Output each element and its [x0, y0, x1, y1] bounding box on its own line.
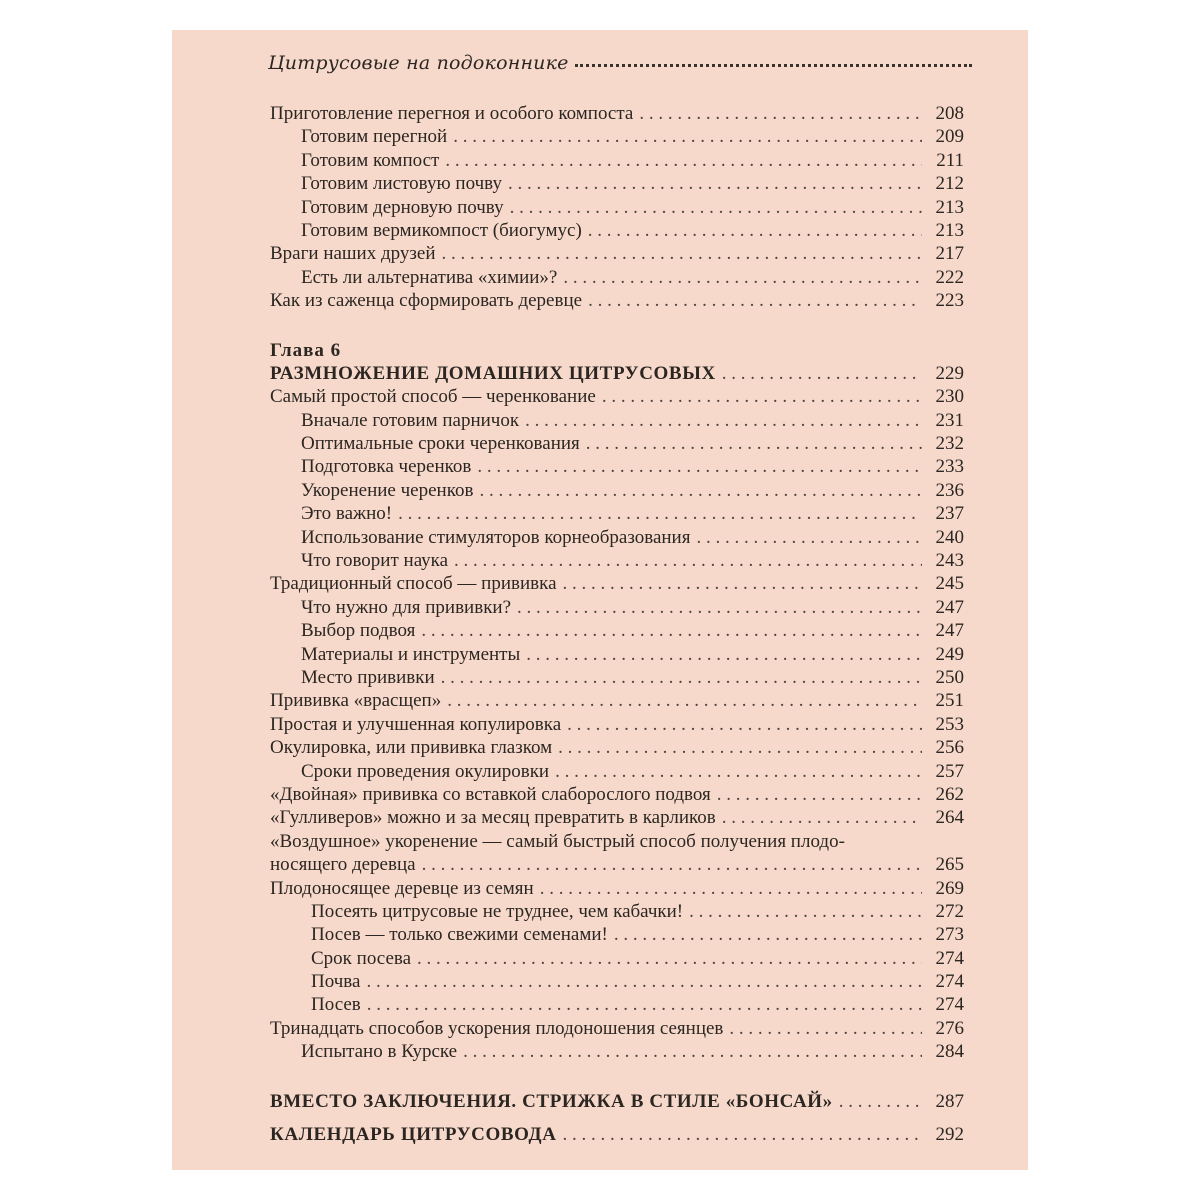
- entry-title: Что нужно для прививки?: [301, 596, 512, 618]
- entry-title: Срок посева: [311, 947, 412, 969]
- entry-title: Есть ли альтернатива «химии»?: [301, 266, 558, 288]
- page-number: 249: [935, 643, 964, 665]
- toc-entry[interactable]: [270, 783, 964, 806]
- dot-leader: [463, 1040, 922, 1063]
- dot-leader: [421, 619, 922, 642]
- page-number: 253: [935, 713, 964, 735]
- page-number: 262: [935, 783, 964, 805]
- page-number: 211: [936, 149, 964, 171]
- toc-entry[interactable]: [270, 689, 964, 712]
- entry-title: Это важно!: [301, 503, 393, 525]
- calendar-title: КАЛЕНДАРЬ ЦИТРУСОВОДА: [270, 1124, 557, 1146]
- entry-title: Посев — только свежими семенами!: [311, 924, 608, 946]
- page-number: 212: [935, 173, 964, 195]
- toc-entry[interactable]: [270, 736, 964, 759]
- page-number: 213: [935, 196, 964, 218]
- entry-title: Прививка «врасщеп»: [270, 690, 442, 712]
- chapter-label: Глава 6: [270, 339, 342, 361]
- page-number: 233: [935, 456, 964, 478]
- entry-title: Почва: [311, 971, 361, 993]
- spacer: [270, 1064, 964, 1090]
- dot-leader: [477, 455, 922, 478]
- entry-text-line1: «Воздушное» укоренение — самый быстрый способ получения плодо-: [270, 830, 845, 852]
- entry-title: Окулировка, или прививка глазком: [270, 737, 553, 759]
- dot-leader: [839, 1090, 922, 1113]
- dot-leader: [526, 643, 922, 666]
- toc-entry[interactable]: [270, 947, 964, 970]
- toc-entry[interactable]: [270, 993, 964, 1016]
- page-number: 209: [935, 126, 964, 148]
- entry-text-line2: носящего деревца: [270, 854, 416, 876]
- page-number: 223: [935, 290, 964, 312]
- dot-leader: [689, 900, 922, 923]
- dot-leader: [558, 736, 922, 759]
- page-number: 231: [935, 409, 964, 431]
- page-number: 247: [935, 620, 964, 642]
- page-number: 257: [935, 760, 964, 782]
- dot-leader: [588, 289, 922, 312]
- toc-entry[interactable]: [270, 970, 964, 993]
- entry-title: Испытано в Курске: [301, 1041, 458, 1063]
- entry-title: Оптимальные сроки черенкования: [301, 433, 580, 455]
- entry-title: Приготовление перегноя и особого компоста: [270, 103, 634, 124]
- dot-leader: [540, 877, 922, 900]
- dot-leader: [567, 713, 922, 736]
- dot-leader: [563, 1123, 922, 1146]
- toc-entry[interactable]: [270, 385, 964, 408]
- entry-continuation: [270, 853, 964, 876]
- dot-leader: [563, 266, 922, 289]
- page-number: 229: [935, 362, 964, 384]
- dot-leader: [367, 993, 922, 1016]
- page-number: 274: [935, 947, 964, 969]
- dot-leader: [696, 526, 922, 549]
- dot-leader: [588, 219, 922, 242]
- page-number: 264: [935, 807, 964, 829]
- entry-title: Выбор подвоя: [301, 620, 416, 642]
- page-number: 274: [935, 994, 964, 1016]
- toc-entry[interactable]: [270, 572, 964, 595]
- entry-title: Использование стимуляторов корнеобразования: [301, 526, 691, 548]
- dot-leader: [517, 596, 922, 619]
- toc-section-propagation: [270, 385, 964, 829]
- toc-entry[interactable]: [270, 549, 964, 572]
- entry-title: Готовим листовую почву: [301, 173, 502, 195]
- toc-entry[interactable]: [270, 806, 964, 829]
- toc-entry[interactable]: [270, 502, 964, 525]
- dot-leader: [398, 502, 922, 525]
- entry-title: Плодоносящее деревце из семян: [270, 877, 534, 899]
- page-number: 236: [935, 479, 964, 501]
- page-number: 273: [935, 924, 964, 946]
- book-page: [172, 30, 1028, 1170]
- toc-entry[interactable]: [270, 877, 964, 900]
- toc-entry[interactable]: [270, 666, 964, 689]
- table-of-contents: [270, 102, 964, 1146]
- dot-leader: [639, 102, 922, 125]
- dot-leader: [441, 666, 922, 689]
- dot-leader: [442, 242, 923, 265]
- entry-title: Место прививки: [301, 666, 435, 688]
- toc-entry[interactable]: [270, 619, 964, 642]
- entry-title: «Гулливеров» можно и за месяц превратить в карликов: [270, 807, 716, 829]
- dot-leader: [453, 125, 922, 148]
- toc-entry[interactable]: [270, 172, 964, 195]
- toc-entry[interactable]: [270, 125, 964, 148]
- toc-entry[interactable]: [270, 242, 964, 265]
- toc-entry[interactable]: [270, 900, 964, 923]
- page-number: 251: [935, 690, 964, 712]
- dot-leader: [717, 783, 922, 806]
- page-number: 272: [935, 900, 964, 922]
- toc-entry[interactable]: [270, 289, 964, 312]
- page-number: 265: [935, 854, 964, 876]
- dot-leader: [602, 385, 922, 408]
- page-number: 240: [935, 526, 964, 548]
- page-number: 284: [935, 1041, 964, 1063]
- entry-title: Посеять цитрусовые не труднее, чем кабачки!: [311, 900, 684, 922]
- page-number: 222: [935, 266, 964, 288]
- dot-leader: [422, 853, 922, 876]
- entry-title: Тринадцать способов ускорения плодоношения сеянцев: [270, 1017, 724, 1039]
- chapter-title-entry[interactable]: [270, 362, 964, 385]
- toc-entry[interactable]: [270, 432, 964, 455]
- entry-title: Подготовка черенков: [301, 456, 472, 478]
- dot-leader: [508, 172, 922, 195]
- toc-section-soil: [270, 102, 964, 313]
- dot-leader: [563, 572, 922, 595]
- spacer: [270, 313, 964, 339]
- page-number: 230: [935, 386, 964, 408]
- dot-leader: [614, 923, 922, 946]
- dot-leader: [729, 1017, 922, 1040]
- toc-entry-conclusion[interactable]: [270, 1090, 964, 1113]
- entry-title: Материалы и инструменты: [301, 643, 521, 665]
- entry-title: Готовим перегной: [301, 126, 448, 148]
- toc-entry[interactable]: [270, 455, 964, 478]
- page-number: 269: [935, 877, 964, 899]
- dot-leader: [445, 149, 922, 172]
- entry-title: Готовим компост: [301, 149, 440, 171]
- page-number: 256: [935, 737, 964, 759]
- toc-entry[interactable]: [270, 760, 964, 783]
- toc-entry[interactable]: [270, 196, 964, 219]
- entry-title: Традиционный способ — прививка: [270, 573, 557, 595]
- entry-title: Сроки проведения окулировки: [301, 760, 550, 782]
- entry-title: Посев: [311, 994, 361, 1016]
- page-number: 245: [935, 573, 964, 595]
- dot-leader: [417, 947, 922, 970]
- page-number: 274: [935, 971, 964, 993]
- page-number: 276: [935, 1017, 964, 1039]
- entry-title: Готовим дерновую почву: [301, 196, 504, 218]
- toc-entry[interactable]: [270, 1017, 964, 1040]
- page-number: 232: [935, 433, 964, 455]
- page-number: 247: [935, 596, 964, 618]
- entry-title: Самый простой способ — черенкование: [270, 386, 596, 408]
- dot-leader: [525, 409, 922, 432]
- page-number: 208: [935, 103, 964, 124]
- conclusion-title: ВМЕСТО ЗАКЛЮЧЕНИЯ. СТРИЖКА В СТИЛЕ «БОНСАЙ»: [270, 1090, 833, 1112]
- toc-entry[interactable]: [270, 219, 964, 242]
- entry-title: Простая и улучшенная копулировка: [270, 713, 562, 735]
- toc-entry[interactable]: [270, 149, 964, 172]
- page-number: 250: [935, 666, 964, 688]
- entry-title: «Двойная» прививка со вставкой слаборослого подвоя: [270, 783, 711, 805]
- page-number: 243: [935, 550, 964, 572]
- toc-entry[interactable]: [270, 1040, 964, 1063]
- dot-leader: [510, 196, 922, 219]
- entry-title: Укоренение черенков: [301, 479, 474, 501]
- toc-entry[interactable]: [270, 923, 964, 946]
- chapter-title: РАЗМНОЖЕНИЕ ДОМАШНИХ ЦИТРУСОВЫХ: [270, 362, 716, 384]
- running-head-title: Цитрусовые на подоконнике: [268, 52, 569, 74]
- toc-entry[interactable]: [270, 713, 964, 736]
- page-number: 217: [935, 243, 964, 265]
- toc-entry[interactable]: [270, 409, 964, 432]
- dot-leader: [447, 689, 922, 712]
- page-number: 237: [935, 503, 964, 525]
- toc-entry[interactable]: [270, 479, 964, 502]
- entry-title: Враги наших друзей: [270, 243, 436, 265]
- page-number: 292: [935, 1124, 964, 1146]
- entry-title: Готовим вермикомпост (биогумус): [301, 219, 582, 241]
- toc-entry[interactable]: [270, 102, 964, 125]
- spacer: [270, 1113, 964, 1123]
- dot-leader: [366, 970, 922, 993]
- toc-entry[interactable]: [270, 643, 964, 666]
- dot-leader: [586, 432, 922, 455]
- page-number: 287: [935, 1090, 964, 1112]
- running-head: [268, 52, 972, 74]
- dot-leader: [479, 479, 922, 502]
- dot-leader: [555, 760, 922, 783]
- toc-entry[interactable]: [270, 596, 964, 619]
- dot-leader: [454, 549, 922, 572]
- dot-leader: [722, 806, 922, 829]
- page-number: 213: [935, 219, 964, 241]
- entry-title: Вначале готовим парничок: [301, 409, 520, 431]
- toc-entry[interactable]: [270, 526, 964, 549]
- entry-title: Что говорит наука: [301, 550, 449, 572]
- toc-section-seeds: [270, 877, 964, 1064]
- toc-entry[interactable]: [270, 266, 964, 289]
- toc-entry-calendar[interactable]: [270, 1123, 964, 1146]
- toc-entry-air-layering[interactable]: [270, 830, 964, 877]
- running-head-rule: [575, 64, 972, 67]
- entry-title: Как из саженца сформировать деревце: [270, 290, 583, 312]
- dot-leader: [722, 362, 922, 385]
